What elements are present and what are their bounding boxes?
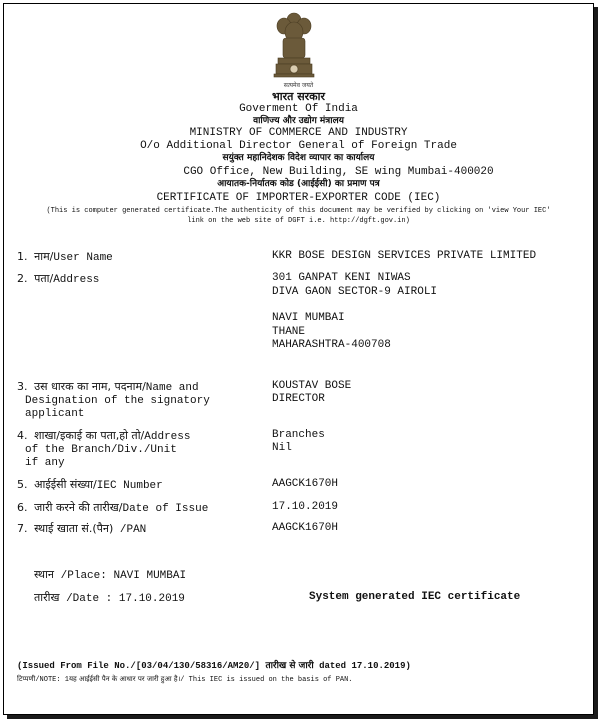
field-value: 301 GANPAT KENI NIWAS: [272, 272, 411, 284]
field-value: AAGCK1670H: [272, 522, 339, 534]
place-line: स्थान /Place: NAVI MUMBAI: [34, 568, 187, 582]
government-hindi: भारत सरकार: [272, 90, 325, 103]
field-value: KKR BOSE DESIGN SERVICES PRIVATE LIMITED: [272, 250, 537, 262]
ministry-english: MINISTRY OF COMMERCE AND INDUSTRY: [189, 127, 408, 139]
field-value: DIRECTOR: [272, 393, 325, 405]
office-english: O/o Additional Director General of Foreign Trade: [140, 140, 457, 152]
certificate-title: CERTIFICATE OF IMPORTER-EXPORTER CODE (IEC): [156, 192, 441, 204]
field-value: AAGCK1670H: [272, 478, 339, 490]
date-value: 17.10.2019: [118, 593, 185, 605]
certificate-title-hindi: आयातक-निर्यातक कोड (आईईसी) का प्रमाण पत्र: [217, 179, 380, 189]
authenticity-note-line2: link on the web site of DGFT i.e. http://dgft.gov.in): [187, 217, 410, 225]
issued-line: (Issued From File No./[03/04/130/58316/AM20/] तारीख से जारी dated 17.10.2019): [17, 661, 411, 671]
ministry-hindi: वाणिज्य और उद्योग मंत्रालय: [253, 116, 344, 126]
field-value: DIVA GAON SECTOR-9 AIROLI: [272, 285, 438, 298]
system-generated-label: System generated IEC certificate: [309, 591, 521, 603]
field-value: THANE: [272, 325, 306, 338]
emblem-motto: सत्यमेव जयते: [283, 82, 314, 89]
field-value: 17.10.2019: [272, 501, 339, 513]
field-value: Nil: [272, 442, 292, 454]
pan-note: टिप्पणी/NOTE: 1यह आईईसी पैन के आधार पर जारी हुआ है।/ This IEC is issued on the basis of PAN.: [17, 675, 353, 684]
field-value: KOUSTAV BOSE: [272, 380, 352, 392]
authenticity-note-line1: (This is computer generated certificate.The authenticity of this document may be verified by clicking on 'view Your IEC': [46, 207, 551, 215]
government-english: Goverment Of India: [239, 103, 358, 115]
field-value: MAHARASHTRA-400708: [272, 339, 391, 351]
office-address: CGO Office, New Building, SE wing Mumbai-400020: [183, 166, 494, 178]
office-hindi: सयुंक्त महानिदेशक विदेश व्यापार का कार्यालय: [222, 153, 375, 163]
date-line: तारीख /Date : 17.10.2019: [34, 591, 185, 605]
field-value: NAVI MUMBAI: [272, 312, 345, 324]
national-emblem-icon: [264, 10, 324, 86]
place-value: NAVI MUMBAI: [113, 570, 187, 582]
field-value: Branches: [272, 429, 325, 441]
certificate-page: सत्यमेव जयते भारत सरकार Goverment Of India वाणिज्य और उद्योग मंत्रालय MINISTRY OF COMMERCE AND INDUSTRY O/o Additional Director General of Foreign Trade सयुंक्त महानिदेशक विदेश व्यापार का कार्यालय CGO Office, New Building, SE wing Mumbai-400020 आयातक-निर्यातक कोड (आईईसी) का प्रमाण पत्र CERTIFICATE OF IMPORTER-EXPORTER CODE (IEC) (This is computer generated certificate.The authenticity of this document may be verified by clicking on 'view Your IEC' link on the web site of DGFT i.e. http://dgft.gov.in) 1. नाम/User Name KKR BOSE DESIGN SERVICES PRIVATE LIMITED 2. पता/Address 301 GANPAT KENI NIWAS DIVA GAON SECTOR-9 AIROLI NAVI MUMBAI THANE MAHARASHTRA-400708 3. उस धारक का नाम, पदनाम/Name and Designation of the signatory applicant KOUSTAV BOSE DIRECTOR 4. शाखा/इकाई का पता,हो तो/Address of the Branch/Div./Unit if any Branches Nil 5. आईईसी संख्या/IEC Number AAGCK1670H 6. जारी करने की तारीख/Date of Issue 17.10.2019 7. स्थाई खाता सं.(पैन) /PAN AAGCK1670H स्थान /Place: NAVI MUMBAI तारीख /Date : 17.10.2019 System generated IEC certificate (Issued From File No./[03/04/130/58316/AM20/] तारीख से जारी dated 17.10.2019) टिप्पणी/NOTE: 1यह आईईसी पैन के आधार पर जारी हुआ है।/ This IEC is issued on the basis of PAN.: [3, 3, 594, 715]
